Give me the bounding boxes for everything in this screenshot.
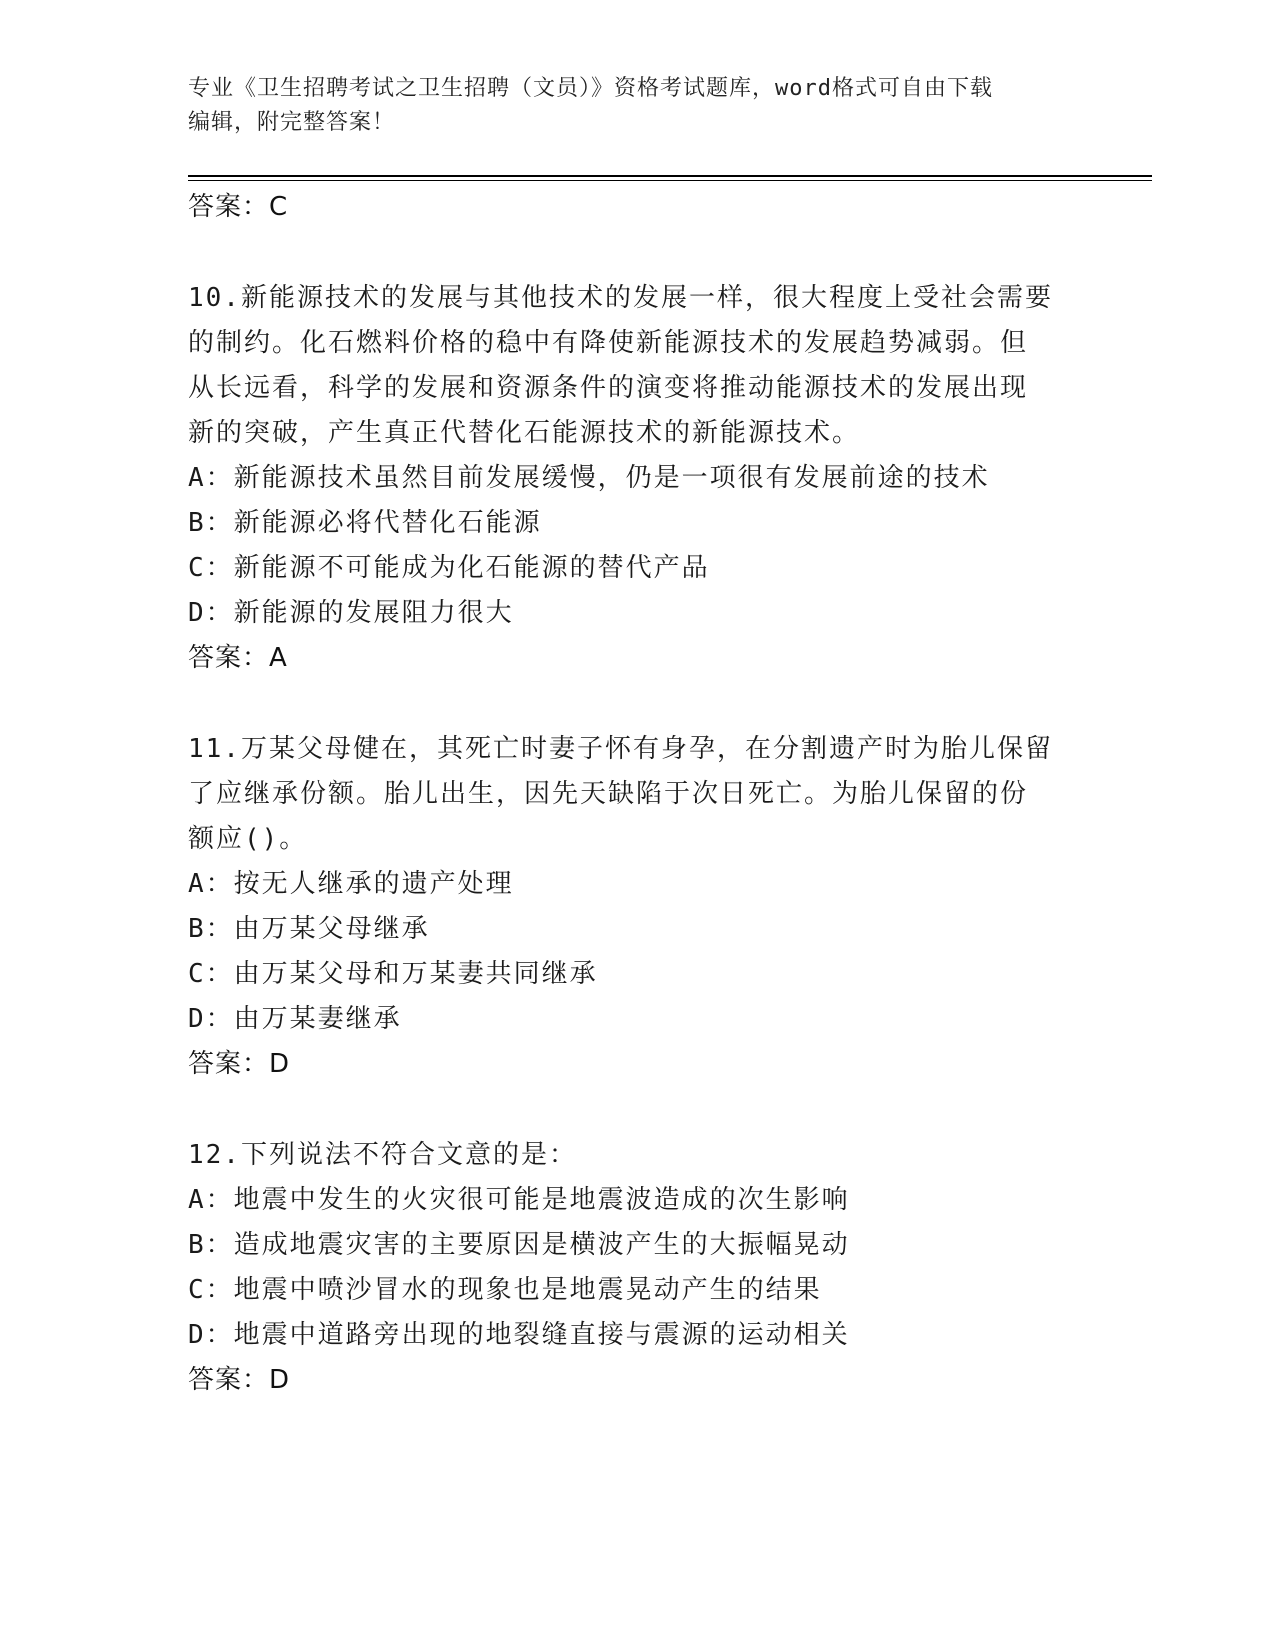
header-rule-thick xyxy=(188,175,1152,177)
question-stem-line: 了应继承份额。胎儿出生，因先天缺陷于次日死亡。为胎儿保留的份 xyxy=(188,779,1029,809)
header-rule-thin xyxy=(188,180,1152,181)
question-10 xyxy=(188,276,1088,681)
document-body xyxy=(188,185,1088,1403)
question-stem-line: 10.新能源技术的发展与其他技术的发展一样，很大程度上受社会需要 xyxy=(188,283,1053,313)
option-a: A：新能源技术虽然目前发展缓慢，仍是一项很有发展前途的技术 xyxy=(188,463,990,493)
option-a: A：按无人继承的遗产处理 xyxy=(188,869,514,899)
option-a: A：地震中发生的火灾很可能是地震波造成的次生影响 xyxy=(188,1185,850,1215)
option-b: B：由万某父母继承 xyxy=(188,914,430,944)
answer-line: 答案：D xyxy=(188,1365,291,1395)
spacer xyxy=(188,1087,1088,1133)
question-stem-line: 12.下列说法不符合文意的是： xyxy=(188,1140,577,1170)
option-c: C：新能源不可能成为化石能源的替代产品 xyxy=(188,553,710,583)
option-d: D：新能源的发展阻力很大 xyxy=(188,598,514,628)
header-line-2: 编辑，附完整答案！ xyxy=(188,110,396,135)
question-stem-line: 新的突破，产生真正代替化石能源技术的新能源技术。 xyxy=(188,418,861,448)
option-d: D：地震中道路旁出现的地裂缝直接与震源的运动相关 xyxy=(188,1320,850,1350)
spacer xyxy=(188,230,1088,276)
answer-line: 答案：A xyxy=(188,643,288,673)
option-c: C：由万某父母和万某妻共同继承 xyxy=(188,959,598,989)
question-stem-line: 从长远看，科学的发展和资源条件的演变将推动能源技术的发展出现 xyxy=(188,373,1029,403)
option-b: B：新能源必将代替化石能源 xyxy=(188,508,542,538)
header-line-1: 专业《卫生招聘考试之卫生招聘（文员）》资格考试题库，word格式可自由下载 xyxy=(188,76,993,101)
document-header xyxy=(188,72,1068,140)
option-c: C：地震中喷沙冒水的现象也是地震晃动产生的结果 xyxy=(188,1275,822,1305)
option-d: D：由万某妻继承 xyxy=(188,1004,402,1034)
question-stem-line: 11.万某父母健在，其死亡时妻子怀有身孕，在分割遗产时为胎儿保留 xyxy=(188,734,1053,764)
question-stem-line: 额应()。 xyxy=(188,824,308,854)
option-b: B：造成地震灾害的主要原因是横波产生的大振幅晃动 xyxy=(188,1230,850,1260)
answer-line: 答案：D xyxy=(188,1049,291,1079)
question-stem-line: 的制约。化石燃料价格的稳中有降使新能源技术的发展趋势减弱。但 xyxy=(188,328,1029,358)
question-12 xyxy=(188,1133,1088,1403)
answer-line-q9: 答案：C xyxy=(188,192,289,222)
spacer xyxy=(188,681,1088,727)
question-11 xyxy=(188,727,1088,1087)
